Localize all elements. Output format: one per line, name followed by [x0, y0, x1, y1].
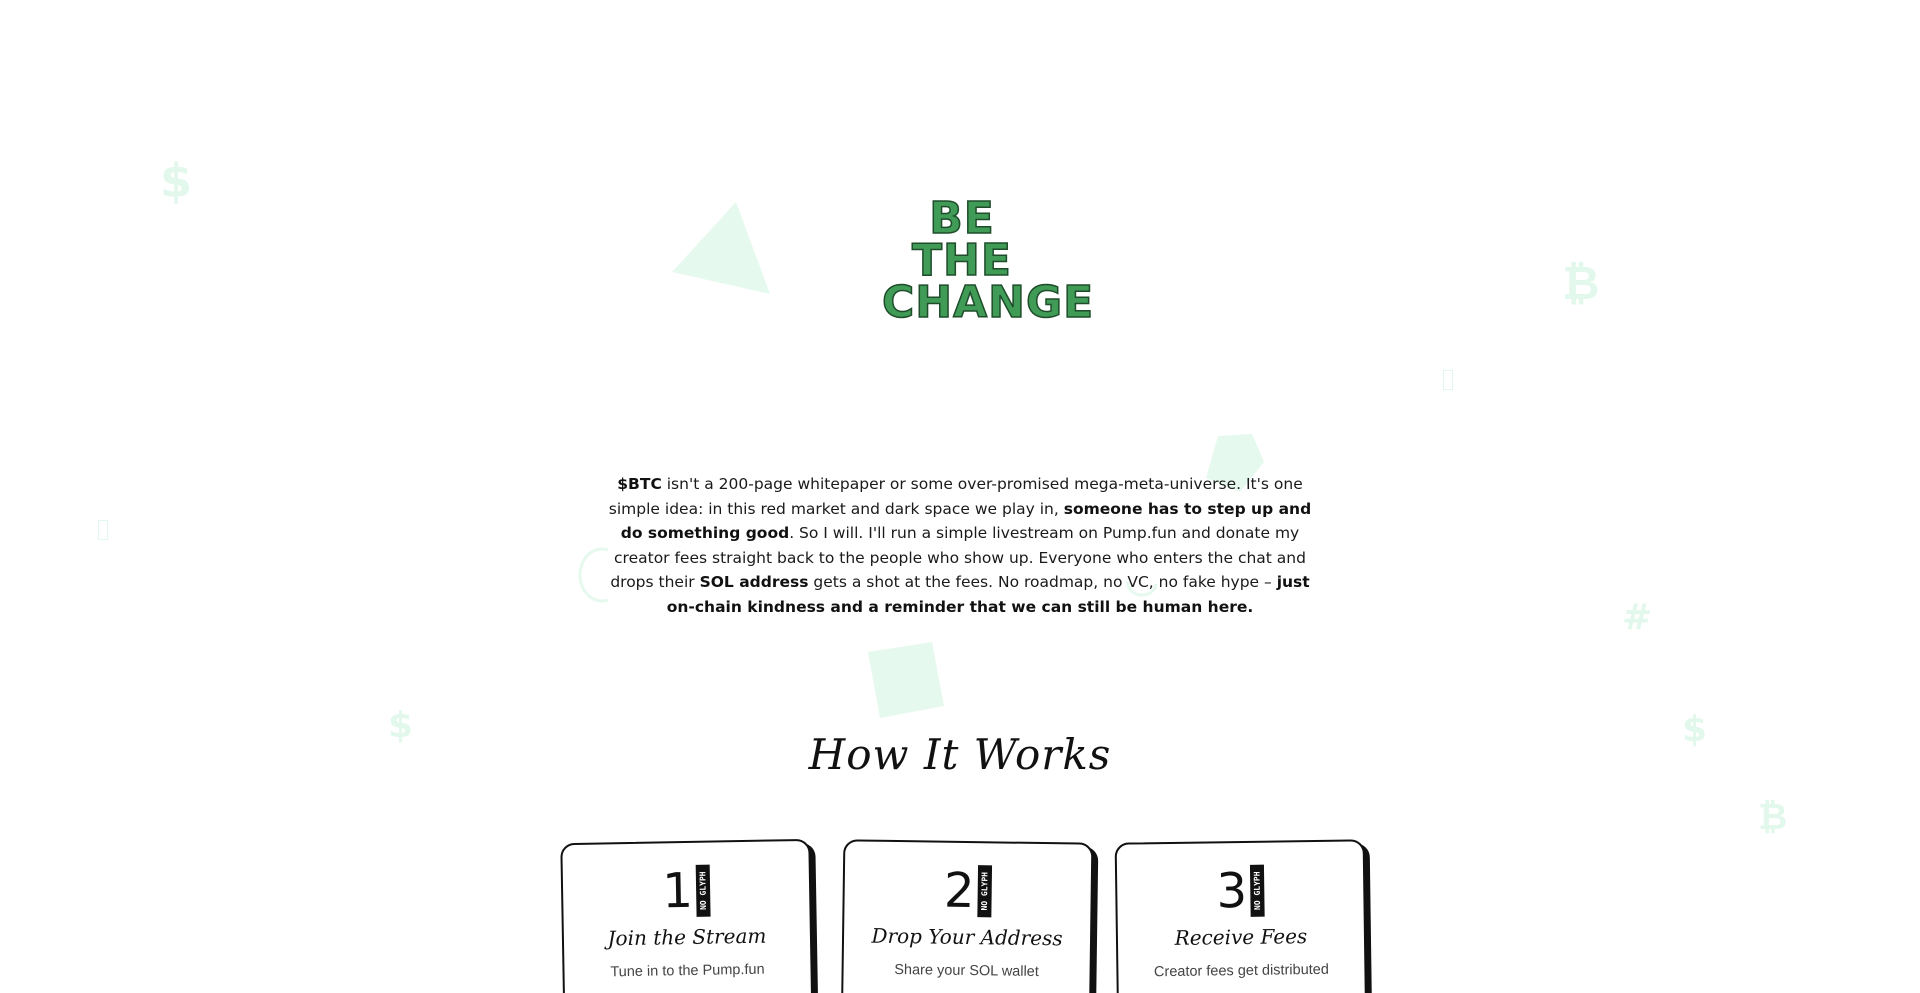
step-description: Tune in to the Pump.fun [610, 961, 765, 981]
dollar-deco-icon: $ [1682, 709, 1708, 750]
step-card-3 [1115, 839, 1368, 993]
triangle-deco-icon [668, 200, 774, 296]
intro-emphasis: SOL address [699, 573, 809, 592]
no-glyph-icon: NO GLYPH [977, 865, 992, 917]
bitcoin-deco-icon: ₿ [1758, 797, 1788, 838]
intro-emphasis: someone has to step up and do something good [620, 499, 1312, 543]
step-number: 1 [661, 862, 694, 920]
be-the-change-logo [882, 193, 1095, 328]
logo-line-2: CHANGE [882, 277, 1095, 328]
step-number: 3 [1216, 862, 1248, 920]
step-title: Drop Your Address [871, 923, 1063, 951]
hash-deco-icon: # [1622, 597, 1653, 638]
intro-text: gets a shot at the fees. No roadmap, no VC, no fake hype – [808, 573, 1277, 592]
ticker-text: $BTC [617, 475, 662, 493]
step-title: Receive Fees [1174, 924, 1308, 950]
missing-glyph-deco-icon [98, 520, 108, 540]
intro-emphasis: just on-chain kindness and a reminder that we can still be human here. [666, 573, 1310, 616]
how-it-works-heading: How It Works [808, 730, 1112, 779]
step-number: 2 [943, 862, 975, 920]
intro-text: . So I will. I'll run a simple livestream on Pump.fun and donate my creator fees straight back to the people who show up. Everyone who enters the chat and drops their [610, 524, 1306, 592]
intro-paragraph [602, 472, 1318, 620]
step-description: Share your SOL wallet [894, 961, 1039, 981]
step-description: Creator fees get distributed [1153, 961, 1329, 981]
missing-glyph-deco-icon [1443, 370, 1453, 390]
square-deco-icon [864, 640, 946, 722]
step-card-2 [841, 839, 1094, 993]
no-glyph-icon: NO GLYPH [1250, 865, 1265, 917]
dollar-deco-icon: $ [160, 154, 193, 208]
dollar-deco-icon: $ [388, 705, 414, 746]
no-glyph-icon: NO GLYPH [695, 865, 710, 917]
intro-text: isn't a 200-page whitepaper or some over-promised mega-meta-universe. It's one simple idea: in this red market and dark space we play in, [608, 475, 1303, 518]
step-title: Join the Stream [607, 923, 767, 951]
bitcoin-deco-icon: ₿ [1562, 256, 1600, 310]
step-card-1 [560, 839, 813, 993]
logo-line-1: BE THE [912, 193, 1012, 286]
